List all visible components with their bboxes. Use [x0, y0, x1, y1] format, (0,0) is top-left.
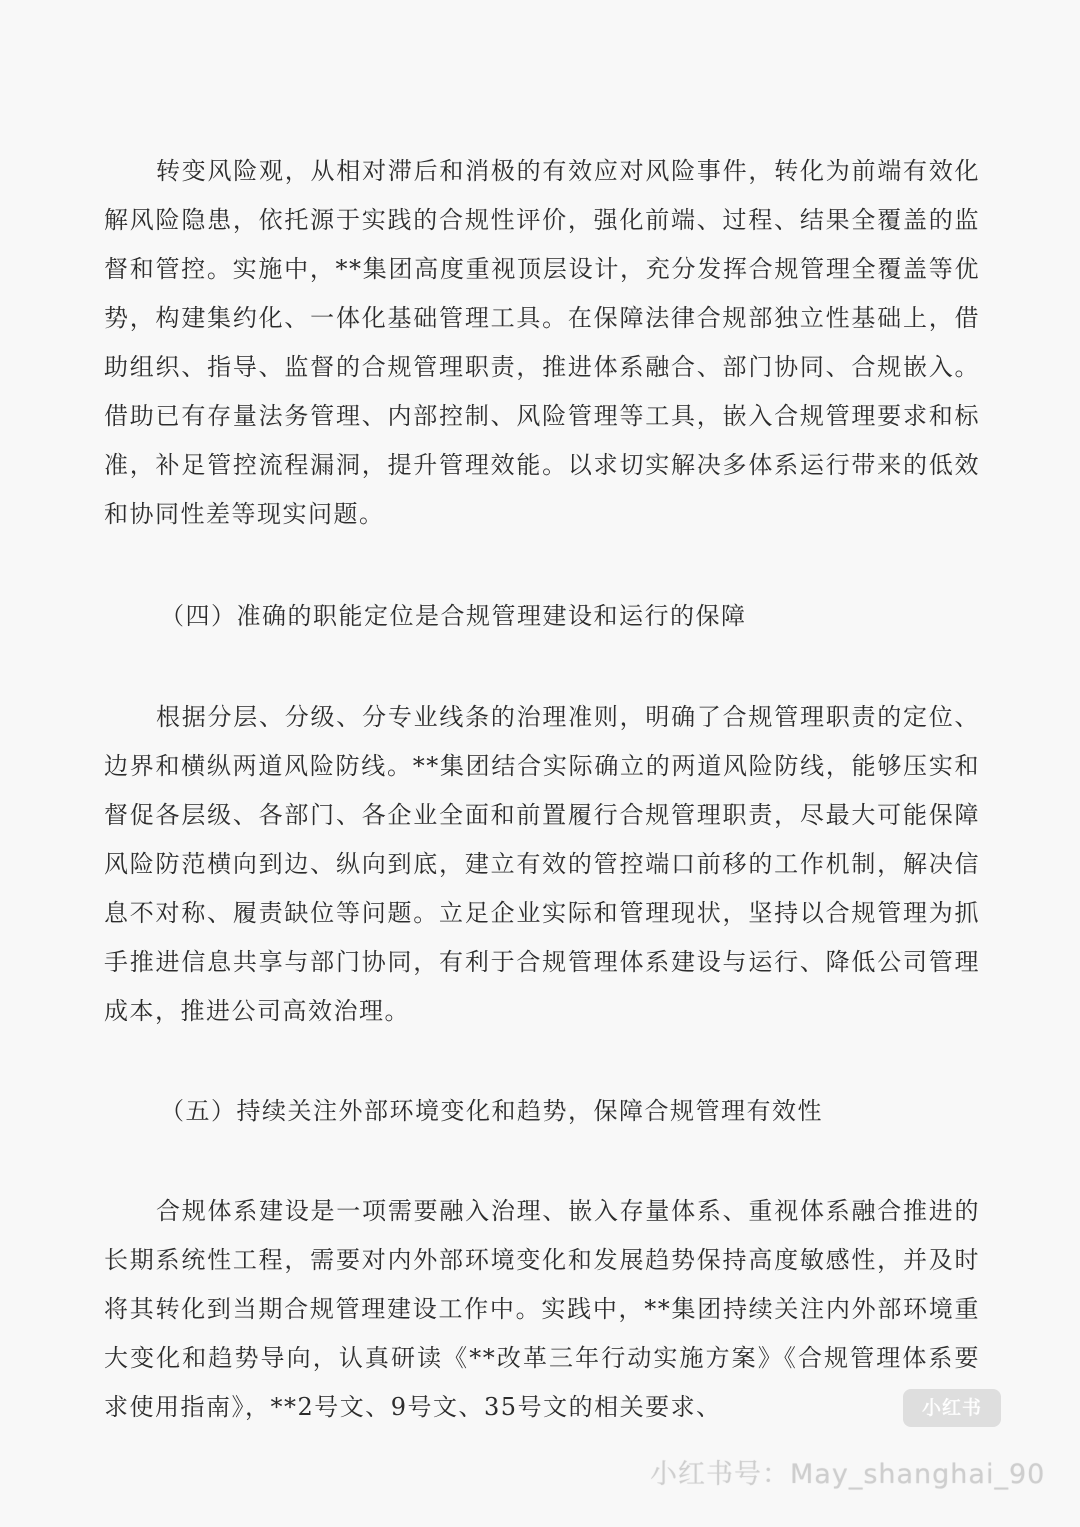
body-paragraph: 转变风险观，从相对滞后和消极的有效应对风险事件，转化为前端有效化解风险隐患，依托源于实践的合规性评价，强化前端、过程、结果全覆盖的监督和管控。实施中，**集团高度重视顶层设计，充分发挥合规管理全覆盖等优势，构建集约化、一体化基础管理工具。在保障法律合规部独立性基础上，借助组织、指导、监督的合规管理职责，推进体系融合、部门协同、合规嵌入。借助已有存量法务管理、内部控制、风险管理等工具，嵌入合规管理要求和标准，补足管控流程漏洞，提升管理效能。以求切实解决多体系运行带来的低效和协同性差等现实问题。: [104, 157, 980, 528]
watermark-text: 小红书号：May_shanghai_90: [650, 1459, 1046, 1490]
section-heading-4: （四）准确的职能定位是合规管理建设和运行的保障: [160, 602, 747, 630]
body-paragraph: 合规体系建设是一项需要融入治理、嵌入存量体系、重视体系融合推进的长期系统性工程，需要对内外部环境变化和发展趋势保持高度敏感性，并及时将其转化到当期合规管理建设工作中。实践中，**集团持续关注内外部环境重大变化和趋势导向，认真研读《**改革三年行动实施方案》《合规管理体系要求使用指南》，**2号文、9号文、35号文的相关要求、: [104, 1197, 980, 1421]
section-heading-5: （五）持续关注外部环境变化和趋势，保障合规管理有效性: [160, 1097, 823, 1125]
xiaohongshu-logo: 小红书: [903, 1389, 1001, 1427]
body-paragraph: 根据分层、分级、分专业线条的治理准则，明确了合规管理职责的定位、边界和横纵两道风险防线。**集团结合实际确立的两道风险防线，能够压实和督促各层级、各部门、各企业全面和前置履行合规管理职责，尽最大可能保障风险防范横向到边、纵向到底，建立有效的管控端口前移的工作机制，解决信息不对称、履责缺位等问题。立足企业实际和管理现状，坚持以合规管理为抓手推进信息共享与部门协同，有利于合规管理体系建设与运行、降低公司管理成本，推进公司高效治理。: [104, 703, 980, 1025]
